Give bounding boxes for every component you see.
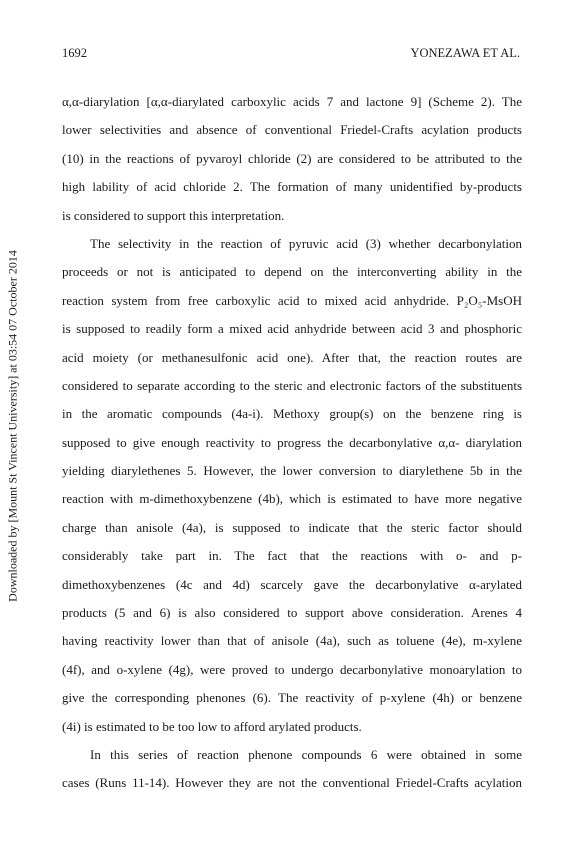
running-head: YONEZAWA ET AL. <box>410 46 520 60</box>
text-line: lower selectivities and absence of conventional Friedel-Crafts acylation products <box>62 122 522 138</box>
text-line: supposed to give enough reactivity to progress the decarbonylative α,α- diarylation <box>62 434 522 450</box>
text-line: is considered to support this interpretation. <box>62 207 285 223</box>
text-line: proceeds or not is anticipated to depend on the interconverting ability in the <box>62 264 522 280</box>
download-watermark-text: Downloaded by [Mount St Vincent University] at 03:54 07 October 2014 <box>5 250 20 602</box>
text-line: (4i) is estimated to be too low to afford arylated products. <box>62 718 362 734</box>
text-line: having reactivity lower than that of anisole (4a), such as toluene (4e), m-xylene <box>62 633 522 649</box>
text-line: considered to separate according to the steric and electronic factors of the substituents <box>62 377 522 393</box>
text-line: in the aromatic compounds (4a-i). Methoxy group(s) on the benzene ring is <box>62 406 522 422</box>
text-line: reaction with m-dimethoxybenzene (4b), which is estimated to have more negative <box>62 491 522 507</box>
text-line: reaction system from free carboxylic acid to mixed acid anhydride. P₂O₅-MsOH <box>62 292 522 308</box>
text-line: In this series of reaction phenone compounds 6 were obtained in some <box>90 746 522 762</box>
text-line: yielding diarylethenes 5. However, the lower conversion to diarylethene 5b in the <box>62 463 522 479</box>
text-line: acid moiety (or methanesulfonic acid one). After that, the reaction routes are <box>62 349 522 365</box>
text-line: α,α-diarylation [α,α-diarylated carboxylic acids 7 and lactone 9] (Scheme 2). The <box>62 94 522 109</box>
page-number: 1692 <box>62 46 87 60</box>
text-line: charge than anisole (4a), is supposed to indicate that the steric factor should <box>62 519 522 535</box>
text-line: is supposed to readily form a mixed acid anhydride between acid 3 and phosphoric <box>62 321 522 337</box>
text-line: (10) in the reactions of pyvaroyl chloride (2) are considered to be attributed to the <box>62 150 522 166</box>
text-line: give the corresponding phenones (6). The reactivity of p-xylene (4h) or benzene <box>62 690 522 706</box>
text-line: The selectivity in the reaction of pyruvic acid (3) whether decarbonylation <box>90 235 522 251</box>
text-line: considerably take part in. The fact that the reactions with o- and p- <box>62 548 522 564</box>
text-line: (4f), and o-xylene (4g), were proved to undergo decarbonylative monoarylation to <box>62 661 522 677</box>
page-header <box>62 46 520 62</box>
text-line: cases (Runs 11-14). However they are not the conventional Friedel-Crafts acylation <box>62 775 522 791</box>
body-text <box>62 88 522 798</box>
text-line: products (5 and 6) is also considered to support above consideration. Arenes 4 <box>62 605 522 621</box>
text-line: high lability of acid chloride 2. The formation of many unidentified by-products <box>62 179 522 195</box>
text-line: dimethoxybenzenes (4c and 4d) scarcely gave the decarbonylative α-arylated <box>62 576 522 592</box>
